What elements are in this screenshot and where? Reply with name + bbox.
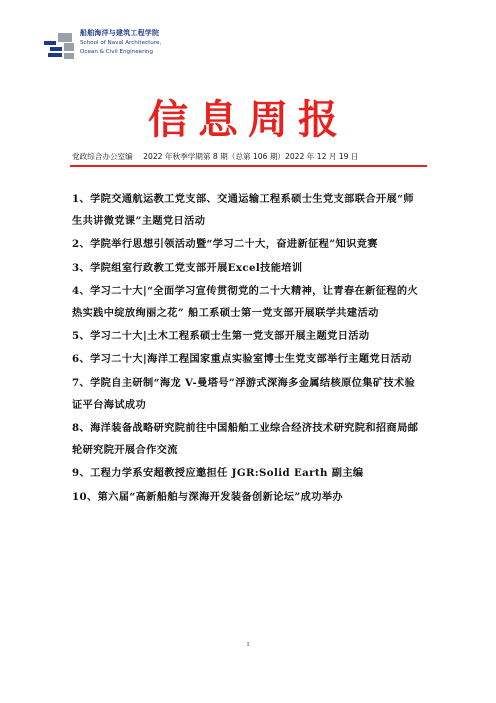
news-item: 3、学院组室行政教工党支部开展Excel技能培训 (72, 261, 303, 274)
school-emblem-icon (44, 31, 76, 63)
school-name-en-2: Ocean & Civil Engineering (80, 49, 154, 55)
news-item: 2、学院举行思想引领活动暨“学习二十大，奋进新征程”知识竞赛 (72, 238, 378, 251)
page-number: 1 (246, 641, 250, 648)
header-divider (70, 165, 427, 167)
school-logo (44, 27, 184, 77)
news-item: 5、学习二十大|土木工程系硕士生第一党支部开展主题党日活动 (72, 330, 370, 343)
news-item: 4、学习二十大|“全面学习宣传贯彻党的二十大精神，让青春在新征程的火热实践中绽放绚丽之花” 船工系硕士第一党支部开展联学共建活动 (72, 284, 419, 320)
issue-info (72, 151, 367, 162)
news-list (72, 188, 424, 509)
editor-label: 党政综合办公室编 (72, 152, 133, 161)
issue-details: 2022 年秋季学期第 8 期（总第 106 期）2022 年 12 月 19 日 (143, 152, 359, 161)
news-item: 8、海洋装备战略研究院前往中国船舶工业综合经济技术研究院和招商局邮轮研究院开展合作交流 (72, 422, 419, 457)
school-name-cn: 船舶海洋与建筑工程学院 (80, 29, 160, 37)
news-item: 10、第六届“高新船舶与深海开发装备创新论坛”成功举办 (72, 490, 344, 503)
news-item: 7、学院自主研制“海龙 V-曼塔号”浮游式深海多金属结核原位集矿技术验证平台海试成功 (72, 376, 416, 411)
school-name-en-1: School of Naval Architecture, (80, 40, 162, 46)
masthead-title: 信息周报 (148, 96, 348, 143)
news-item: 9、工程力学系安超教授应邀担任 JGR:Solid Earth 副主编 (72, 467, 364, 480)
news-item: 1、学院交通航运教工党支部、交通运输工程系硕士生党支部联合开展“师生共讲微党课”主题党日活动 (72, 193, 414, 228)
logo-text (80, 28, 190, 56)
news-item: 6、学习二十大|海洋工程国家重点实验室博士生党支部举行主题党日活动 (72, 353, 412, 366)
